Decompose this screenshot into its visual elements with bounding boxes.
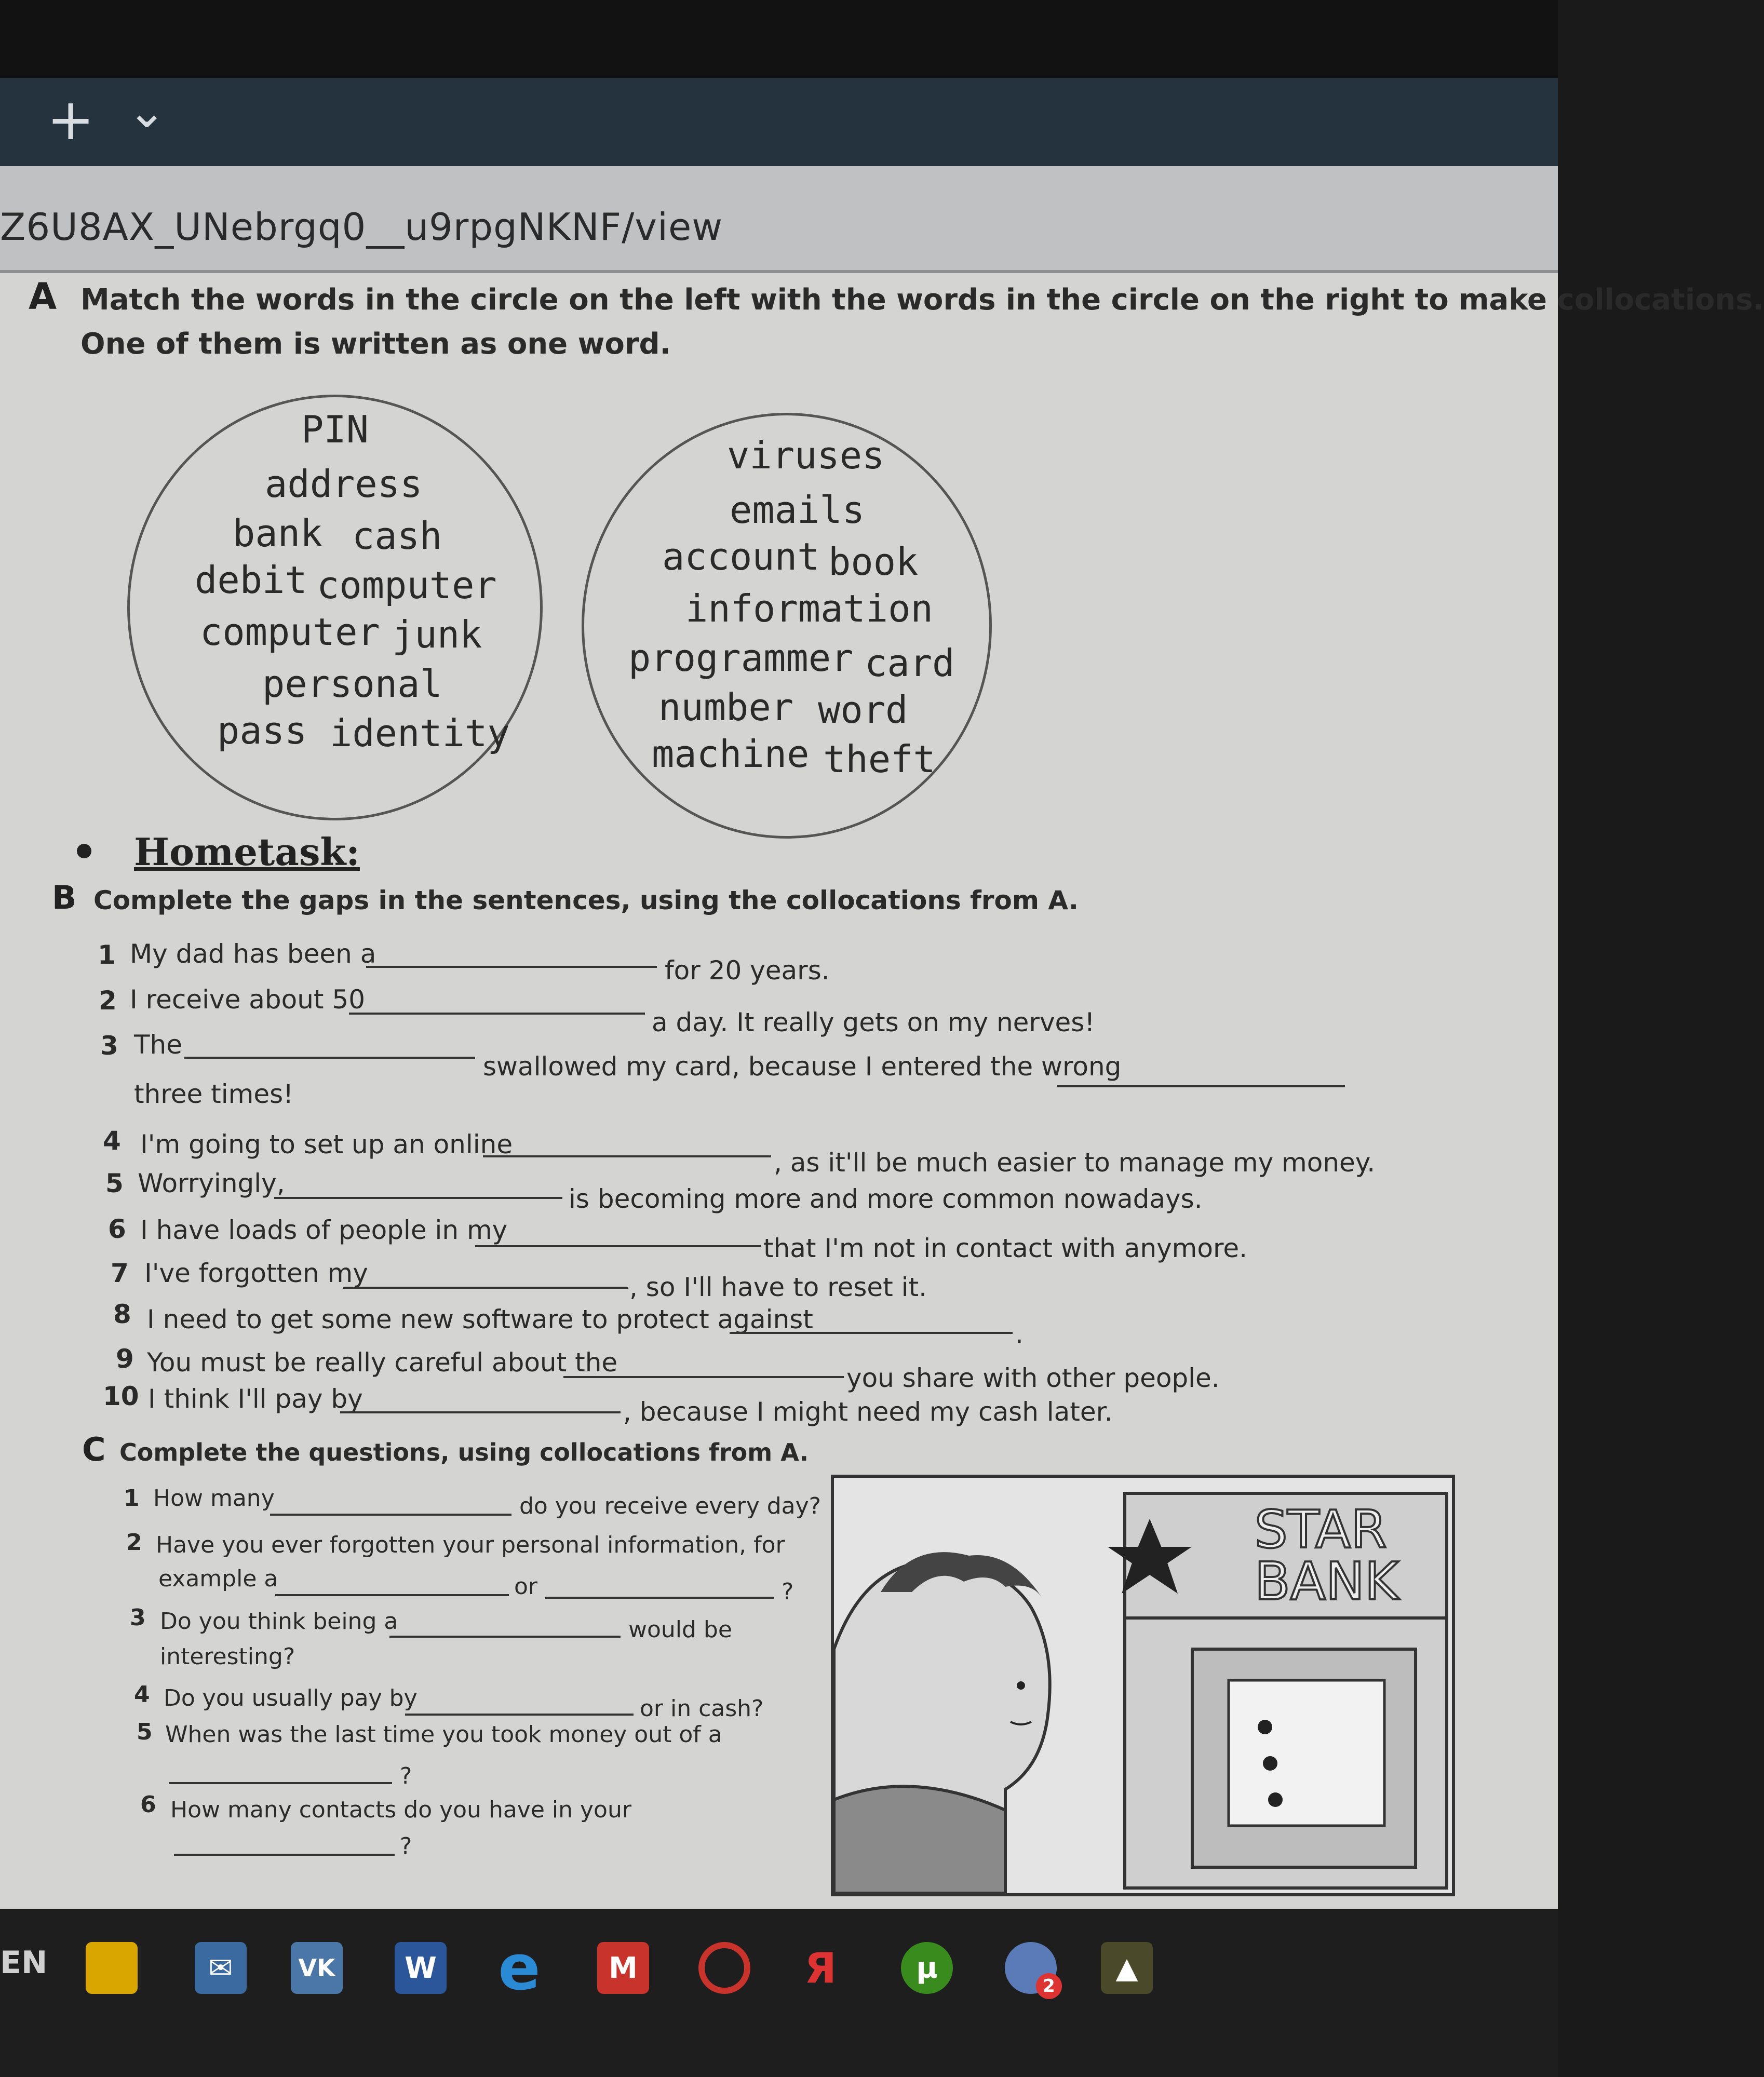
b5-text-after: is becoming more and more common nowadays.	[569, 1184, 1203, 1214]
section-b-instruction: Complete the gaps in the sentences, using the collocations from A.	[93, 885, 1079, 915]
word-icon[interactable]: W	[395, 1942, 447, 1994]
b7-text-after: , so I'll have to reset it.	[629, 1272, 927, 1302]
b-item-number: 6	[108, 1214, 126, 1244]
b3-answer-gap-1[interactable]	[184, 1057, 475, 1059]
b-item-number: 8	[113, 1299, 131, 1329]
utorrent-icon[interactable]: µ	[901, 1942, 953, 1994]
left-word-debit: debit	[195, 558, 307, 602]
b4-text-before: I'm going to set up an online	[140, 1129, 513, 1159]
b6-answer-gap[interactable]	[475, 1245, 761, 1247]
right-word-machine: machine	[652, 732, 810, 776]
b9-answer-gap[interactable]	[563, 1376, 844, 1378]
b2-text-before: I receive about 50	[130, 984, 366, 1015]
b10-text-before: I think I'll pay by	[148, 1384, 363, 1414]
left-word-circle	[127, 395, 543, 820]
section-a-letter: A	[29, 275, 57, 318]
b1-text-before: My dad has been a	[130, 939, 376, 969]
right-word-theft: theft	[823, 737, 936, 781]
left-word-address: address	[265, 462, 423, 506]
c-item-number: 6	[140, 1791, 156, 1818]
plus-icon[interactable]: +	[47, 86, 95, 153]
bullet-icon	[77, 844, 91, 858]
b1-answer-gap[interactable]	[366, 966, 657, 968]
star-bank-sign-line2: BANK	[1255, 1551, 1399, 1612]
game-icon[interactable]: ▲	[1101, 1942, 1153, 1994]
right-word-number: number	[658, 685, 794, 729]
star-bank-sign-line1: STAR	[1255, 1499, 1387, 1560]
c6-text-end: ?	[400, 1833, 412, 1859]
file-explorer-icon[interactable]	[86, 1942, 138, 1994]
b4-answer-gap[interactable]	[483, 1155, 771, 1157]
c2-text-line1: Have you ever forgotten your personal information, for	[156, 1532, 785, 1558]
left-word-bank: bank	[233, 511, 323, 555]
mega-icon[interactable]: M	[597, 1942, 649, 1994]
c3-text-after: would be	[628, 1616, 732, 1643]
right-word-account: account	[662, 535, 820, 578]
right-word-book: book	[828, 540, 919, 584]
b10-text-after: , because I might need my cash later.	[623, 1397, 1113, 1427]
c3-text-before: Do you think being a	[160, 1608, 398, 1635]
c6-text-line1: How many contacts do you have in your	[170, 1797, 631, 1823]
yandex-icon[interactable]: Я	[804, 1944, 837, 1992]
comic-illustration	[831, 1475, 1455, 1896]
c5-answer-gap[interactable]	[169, 1782, 392, 1784]
c1-text-before: How many	[153, 1485, 275, 1512]
notification-badge: 2	[1036, 1973, 1062, 1999]
window-titlebar	[0, 0, 1558, 78]
c2-text-or: or	[514, 1573, 538, 1600]
b5-text-before: Worryingly,	[138, 1168, 285, 1198]
b10-answer-gap[interactable]	[340, 1411, 621, 1413]
c2-answer-gap-1[interactable]	[275, 1594, 509, 1596]
hometask-heading: Hometask:	[134, 830, 360, 874]
b-item-number: 5	[105, 1168, 124, 1198]
vk-icon[interactable]: VK	[291, 1942, 343, 1994]
b-item-number: 10	[103, 1381, 139, 1411]
c4-answer-gap[interactable]	[405, 1714, 634, 1716]
b6-text-after: that I'm not in contact with anymore.	[763, 1233, 1248, 1263]
b5-answer-gap[interactable]	[274, 1197, 562, 1199]
c3-text-cont: interesting?	[160, 1643, 295, 1670]
c2-answer-gap-2[interactable]	[545, 1597, 774, 1599]
b8-text-after: .	[1015, 1319, 1024, 1349]
c-item-number: 5	[137, 1719, 153, 1745]
c1-text-after: do you receive every day?	[519, 1493, 822, 1519]
b6-text-before: I have loads of people in my	[140, 1215, 508, 1245]
b9-text-after: you share with other people.	[846, 1363, 1220, 1393]
b7-text-before: I've forgotten my	[144, 1258, 368, 1288]
b9-text-before: You must be really careful about the	[147, 1347, 618, 1378]
edge-icon[interactable]: e	[498, 1932, 541, 2004]
b-item-number: 2	[99, 986, 117, 1016]
b-item-number: 3	[100, 1031, 118, 1061]
right-word-programmer: programmer	[628, 636, 854, 680]
b8-answer-gap[interactable]	[730, 1332, 1013, 1334]
section-a-instruction-line1: Match the words in the circle on the left with the words in the circle on the right to make collocations.	[80, 283, 1764, 317]
b3-text-cont: three times!	[134, 1079, 294, 1109]
c-item-number: 4	[134, 1681, 150, 1708]
c2-text-before: example a	[158, 1566, 278, 1592]
b-item-number: 4	[103, 1126, 121, 1156]
section-b-letter: B	[52, 879, 77, 916]
c4-text-before: Do you usually pay by	[164, 1685, 418, 1711]
messenger-icon[interactable]	[1005, 1942, 1057, 1997]
right-word-word: word	[818, 688, 908, 732]
opera-icon[interactable]	[698, 1942, 750, 1994]
right-word-emails: emails	[730, 488, 865, 532]
c6-answer-gap[interactable]	[174, 1854, 395, 1856]
chevron-down-icon[interactable]: ⌄	[127, 84, 167, 139]
left-word-computer-2: computer	[200, 610, 380, 654]
left-word-junk: junk	[392, 613, 482, 656]
left-word-personal: personal	[262, 662, 442, 706]
left-word-pin: PIN	[301, 408, 369, 451]
b3-text-before: The	[134, 1030, 182, 1060]
tab-bar	[0, 78, 1558, 166]
right-word-viruses: viruses	[727, 434, 885, 477]
c5-text-line1: When was the last time you took money out of a	[165, 1721, 722, 1748]
section-a-instruction-line2: One of them is written as one word.	[80, 327, 671, 361]
section-c-instruction: Complete the questions, using collocations from A.	[119, 1438, 809, 1466]
right-word-card: card	[865, 641, 955, 685]
left-word-identity: identity	[330, 711, 510, 755]
b-item-number: 9	[116, 1344, 134, 1374]
b8-text-before: I need to get some new software to protect against	[147, 1304, 813, 1334]
c3-answer-gap[interactable]	[389, 1636, 621, 1638]
section-c-letter: C	[82, 1431, 106, 1468]
b3-answer-gap-2[interactable]	[1057, 1085, 1345, 1087]
c-item-number: 3	[130, 1604, 146, 1631]
c4-text-after: or in cash?	[640, 1695, 764, 1722]
language-indicator[interactable]: EN	[0, 1945, 48, 1981]
mail-icon[interactable]: ✉	[195, 1942, 247, 1994]
c2-text-end: ?	[782, 1579, 794, 1605]
b-item-number: 1	[98, 940, 116, 970]
c-item-number: 2	[126, 1529, 142, 1556]
left-word-cash: cash	[352, 514, 442, 558]
left-word-computer-1: computer	[317, 563, 497, 607]
right-word-information: information	[685, 587, 933, 630]
url-text[interactable]: Z6U8AX_UNebrgq0__u9rpgNKNF/view	[0, 205, 723, 249]
c1-answer-gap[interactable]	[270, 1514, 511, 1516]
c-item-number: 1	[124, 1485, 140, 1512]
b3-text-after: swallowed my card, because I entered the wrong	[483, 1051, 1122, 1082]
b-item-number: 7	[111, 1258, 129, 1288]
b4-text-after: , as it'll be much easier to manage my money.	[774, 1148, 1376, 1178]
b2-answer-gap[interactable]	[349, 1013, 645, 1015]
left-word-pass: pass	[217, 709, 307, 752]
c5-text-end: ?	[400, 1763, 412, 1789]
b7-answer-gap[interactable]	[343, 1287, 628, 1289]
b1-text-after: for 20 years.	[665, 955, 830, 986]
b2-text-after: a day. It really gets on my nerves!	[652, 1007, 1095, 1037]
